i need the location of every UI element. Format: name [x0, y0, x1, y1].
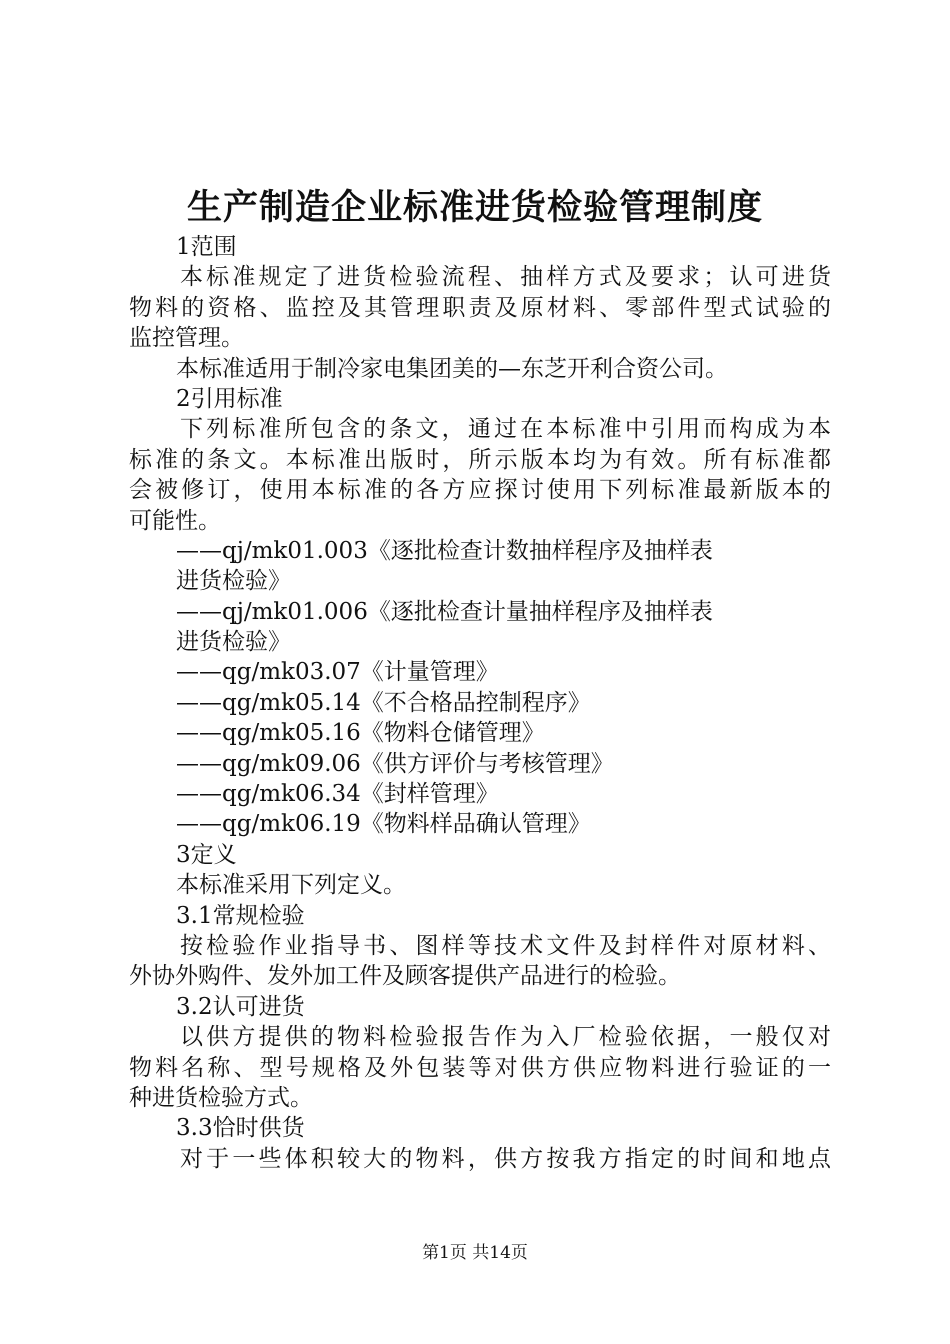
text-line: 对于一些体积较大的物料，供方按我方指定的时间和地点 — [180, 1145, 831, 1172]
text-line: 3.2认可进货 — [176, 993, 305, 1020]
text-line: 外协外购件、发外加工件及顾客提供产品进行的检验。 — [129, 963, 681, 990]
text-line: 进货检验》 — [176, 629, 291, 656]
text-line: 本标准规定了进货检验流程、抽样方式及要求；认可进货 — [180, 264, 831, 291]
text-line: 按检验作业指导书、图样等技术文件及封样件对原材料、 — [180, 932, 831, 959]
text-line: ——qj/mk01.006《逐批检查计量抽样程序及抽样表 — [176, 598, 713, 625]
document-body — [129, 232, 831, 1174]
text-line: 以供方提供的物料检验报告作为入厂检验依据，一般仅对 — [180, 1024, 831, 1051]
text-line: 进货检验》 — [176, 568, 291, 595]
text-line: 3.3恰时供货 — [176, 1115, 305, 1142]
text-line: 物料名称、型号规格及外包装等对供方供应物料进行验证的一 — [129, 1054, 831, 1081]
text-line: 监控管理。 — [129, 325, 244, 352]
text-line: ——qj/mk01.003《逐批检查计数抽样程序及抽样表 — [176, 537, 713, 564]
text-line: 本标准采用下列定义。 — [176, 872, 406, 899]
text-line: 物料的资格、监控及其管理职责及原材料、零部件型式试验的 — [129, 294, 831, 321]
text-line: 2引用标准 — [176, 385, 283, 412]
page-title: 生产制造企业标准进货检验管理制度 — [186, 187, 763, 228]
text-line: 3定义 — [176, 841, 237, 868]
text-line: 种进货检验方式。 — [129, 1084, 313, 1111]
text-line: 可能性。 — [129, 507, 221, 534]
page-footer: 第1页 共14页 — [422, 1243, 528, 1263]
text-line: ——qg/mk06.34《封样管理》 — [176, 781, 499, 808]
text-line: ——qg/mk03.07《计量管理》 — [176, 659, 499, 686]
text-line: ——qg/mk05.16《物料仓储管理》 — [176, 720, 545, 747]
text-line: ——qg/mk06.19《物料样品确认管理》 — [176, 811, 591, 838]
text-line: 标准的条文。本标准出版时，所示版本均为有效。所有标准都 — [129, 446, 831, 473]
text-line: 本标准适用于制冷家电集团美的—东芝开利合资公司。 — [176, 355, 728, 382]
text-line: 1范围 — [176, 234, 237, 260]
text-line: 3.1常规检验 — [176, 902, 305, 929]
text-line: ——qg/mk05.14《不合格品控制程序》 — [176, 689, 591, 716]
text-line: 会被修订，使用本标准的各方应探讨使用下列标准最新版本的 — [129, 477, 831, 504]
text-line: ——qg/mk09.06《供方评价与考核管理》 — [176, 750, 614, 777]
text-line: 下列标准所包含的条文，通过在本标准中引用而构成为本 — [180, 416, 831, 443]
